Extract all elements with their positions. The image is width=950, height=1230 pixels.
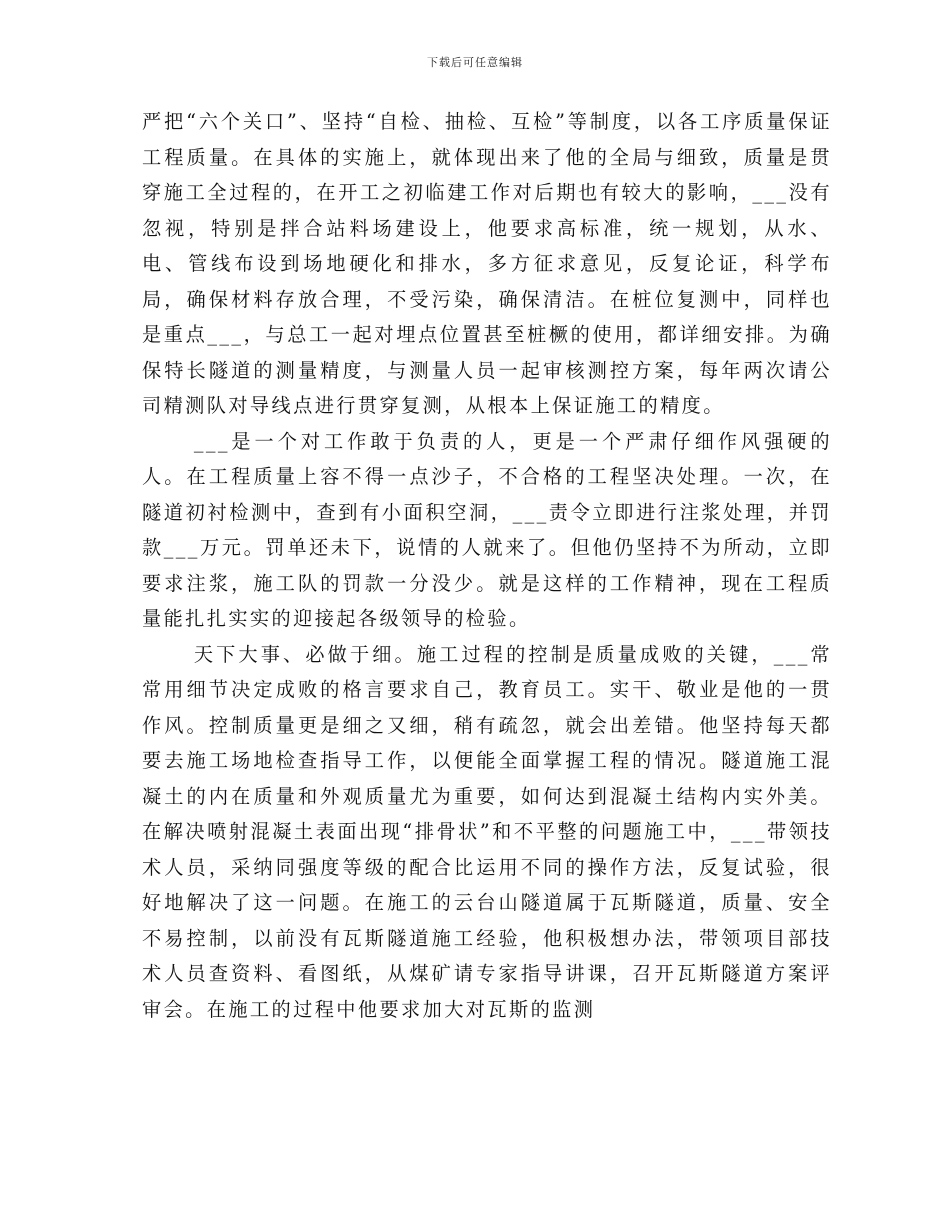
paragraph-1: 严把“六个关口”、坚持“自检、抽检、互检”等制度，以各工序质量保证工程质量。在具体的实施上，就体现出来了他的全局与细致，质量是贯穿施工全过程的，在开工之初临建工作对后期也有较大的影响，___没有忽视，特别是拌合站料场建设上，他要求高标准，统一规划，从水、电、管线布设到场地硬化和排水，多方征求意见，反复论证，科学布局，确保材料存放合理，不受污染，确保清洁。在桩位复测中，同样也是重点___，与总工一起对埋点位置甚至桩橛的使用，都详细安排。为确保特长隧道的测量精度，与测量人员一起审核测控方案，每年两次请公司精测队对导线点进行贯穿复测，从根本上保证施工的精度。 [142, 110, 832, 417]
paragraph-2: ___是一个对工作敢于负责的人，更是一个严肃仔细作风强硬的人。在工程质量上容不得一点沙子，不合格的工程坚决处理。一次，在隧道初衬检测中，查到有小面积空洞，___责令立即进行注浆处理，并罚款___万元。罚单还未下，说情的人就来了。但他仍坚持不为所动，立即要求注浆，施工队的罚款一分没少。就是这样的工作精神，现在工程质量能扎扎实实的迎接起各级领导的检验。 [142, 429, 832, 630]
document-body [142, 104, 832, 1027]
paragraph-3: 天下大事、必做于细。施工过程的控制是质量成败的关键，___常常用细节决定成败的格言要求自己，教育员工。实干、敬业是他的一贯作风。控制质量更是细之又细，稍有疏忽，就会出差错。他坚持每天都要去施工场地检查指导工作，以便能全面掌握工程的情况。隧道施工混凝土的内在质量和外观质量尤为重要，如何达到混凝土结构内实外美。在解决喷射混凝土表面出现“排骨状”和不平整的问题施工中，___带领技术人员，采纳同强度等级的配合比运用不同的操作方法，反复试验，很好地解决了这一问题。在施工的云台山隧道属于瓦斯隧道，质量、安全不易控制，以前没有瓦斯隧道施工经验，他积极想办法，带领项目部技术人员查资料、看图纸，从煤矿请专家指导讲课，召开瓦斯隧道方案评审会。在施工的过程中他要求加大对瓦斯的监测 [142, 642, 832, 1021]
page-header: 下载后可任意编辑 [427, 56, 523, 69]
